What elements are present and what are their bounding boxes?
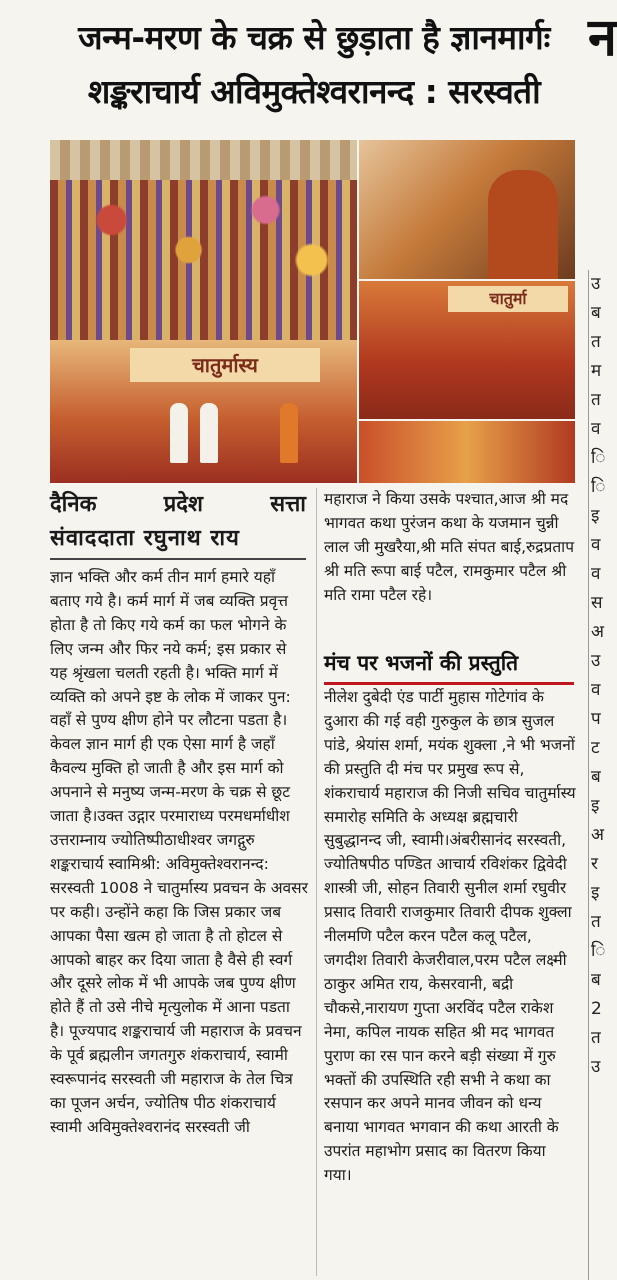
adjacent-column-char: ि: [591, 448, 606, 468]
adjacent-column-char: अ: [591, 825, 604, 845]
adjacent-column-char: उ: [591, 1057, 601, 1077]
adjacent-column-char: ट: [591, 738, 600, 758]
adjacent-column-char: त: [591, 390, 601, 410]
photo-puja: [358, 140, 575, 280]
photo-divider: [357, 140, 359, 483]
adjacent-column-char: व: [591, 535, 601, 555]
photo-banner-text: चातुर्मास्य: [130, 348, 320, 382]
adjacent-column-char: उ: [591, 651, 601, 671]
article-column-2-bottom: नीलेश दुबेदी एंड पार्टी मुहास गोटेगांव के दुआरा की गई वही गुरुकुल के छात्र सुजल पांडे, श्रेयांस शर्मा, मयंक शुक्ला ,ने भी भजनों की प्रस्तुति दी मंच पर प्रमुख रूप से, शंकराचार्य महाराज की निजी सचिव चातुर्मास्य समारोह समिति के अध्यक्ष ब्रह्मचारी सुबुद्धानन्द जी, स्वामी।अंबरीसानंद सरस्वती, ज्योतिषपीठ पण्डित आचार्य रविशंकर द्विवेदी शास्त्री जी, सोहन तिवारी सुनील शर्मा रघुवीर प्रसाद तिवारी राजकुमार तिवारी दीपक शुक्ला नीलमणि पटैल करन पटैल कलू पटैल, जगदीश तिवारी केजरीवाल,परम पटैल लक्ष्मी ठाकुर अमित राय, केसरवानी, बद्री चौकसे,नारायण गुप्ता अरविंद पटैल राकेश नेमा, कपिल नायक सहित श्री मद भागवत पुराण का रस पान करने बड़ी संख्या में गुरु भक्तों की उपस्थिति रही सभी ने कथा का रसपान कर अपने मानव जीवन को धन्य बनाया भागवत भगवान की कथा आरती के उपरांत महाभोग प्रसाद का वितरण किया गया।: [324, 688, 576, 1185]
headline-line-1: जन्म-मरण के चक्र से छुड़ाता है ज्ञानमार्गः: [78, 18, 550, 57]
adjacent-column-char: त: [591, 332, 601, 352]
article-column-1: ज्ञान भक्ति और कर्म तीन मार्ग हमारे यहाँ बताए गये है। कर्म मार्ग में जब व्यक्ति प्रवृत्त होता है तो किए गये कर्म का फल भोगने के लिए जन्म और फिर नये कर्म; इस प्रकार से यह श्रृंखला चलती रहती है। भक्ति मार्ग में व्यक्ति को अपने इष्ट के लोक में जाकर पुन: वहाँ से पुण्य क्षीण होने पर लौटना पडता है। केवल ज्ञान मार्ग ही एक ऐसा मार्ग है जहाँ कैवल्य मुक्ति हो जाती है और इस मार्ग को अपनाने से मनुष्य जन्म-मरण के चक्र से छूट जाता है।उक्त उद्गार परमाराध्य परमधर्माधीश उत्तराम्नाय ज्योतिष्पीठाधीश्वर जगद्गुरु शङ्कराचार्य स्वामिश्री: अविमुक्तेश्वरानन्द: सरस्वती 1008 ने चातुर्मास्य प्रवचन के अवसर पर कही। उन्होंने कहा कि जिस प्रकार जब आपका पैसा खत्म हो जाता है तो होटल से आपको बाहर कर दिया जाता है वैसे ही स्वर्ग और दूसरे लोक में भी आपके जब पुण्य क्षीण होते हैं तो उसे नीचे मृत्युलोक में आना पडता है। पूज्यपाद शङ्कराचार्य जी महाराज के प्रवचन के पूर्व ब्रह्मलीन जगतगुरु शंकराचार्य, स्वामी स्वरूपानंद सरस्वती जी महाराज के तेल चित्र का पूजन अर्चन, ज्योतिष पीठ शंकराचार्य स्वामी अविमुक्तेश्वरानंद सरस्वती जी: [50, 568, 308, 1136]
publication-name: [50, 488, 306, 522]
reporter-byline: संवाददाता रघुनाथ राय: [50, 522, 306, 560]
publication-word: प्रदेश: [163, 492, 203, 517]
photo-dais: [358, 280, 575, 420]
adjacent-column-char: ब: [591, 970, 601, 990]
adjacent-column-char: ि: [591, 477, 606, 497]
adjacent-column-char: 2: [591, 999, 602, 1019]
adjacent-column-char: त: [591, 1028, 601, 1048]
adjacent-column-char: स: [591, 593, 603, 613]
adjacent-column-char: ब: [591, 303, 601, 323]
adjacent-article-headline-fragment: न: [588, 8, 617, 68]
photo-lamps: [358, 420, 575, 483]
photo-figure: [170, 403, 188, 463]
photo-figure: [200, 403, 218, 463]
adjacent-column-char: म: [591, 361, 602, 381]
adjacent-column-char: इ: [591, 883, 600, 903]
photo-stage: [50, 340, 358, 483]
adjacent-column-char: इ: [591, 796, 600, 816]
adjacent-column-char: व: [591, 419, 601, 439]
article-column-2-top: महाराज ने किया उसके पश्चात,आज श्री मद भागवत कथा पुरंजन कथा के यजमान चुन्नी लाल जी मुखरैया,श्री मति संपत बाई,रुद्रप्रताप श्री मति रूपा बाई पटैल, रामकुमार पटैल श्री मति रामा पटैल रहे।: [324, 490, 575, 604]
adjacent-column-char: त: [591, 912, 601, 932]
photo-audience: [50, 140, 358, 340]
adjacent-column-char: र: [591, 854, 598, 874]
adjacent-column-char: अ: [591, 622, 604, 642]
photo-banner-text-2: चातुर्मा: [448, 286, 568, 312]
adjacent-column-char: प: [591, 709, 601, 729]
column-divider: [316, 488, 317, 1276]
publication-word: दैनिक: [50, 492, 97, 517]
adjacent-column-char: ि: [591, 941, 606, 961]
adjacent-column-char: व: [591, 564, 601, 584]
photo-divider: [358, 419, 575, 421]
photo-divider: [358, 279, 575, 281]
photo-figure: [280, 403, 298, 463]
event-photo-collage: [50, 140, 575, 483]
adjacent-column-char: उ: [591, 274, 601, 294]
adjacent-article-column-fragment: [588, 270, 606, 1280]
headline: [44, 14, 584, 116]
headline-line-2: शङ्कराचार्य अविमुक्तेश्वरानन्द : सरस्वती: [87, 72, 541, 111]
adjacent-column-char: इ: [591, 506, 600, 526]
adjacent-column-char: व: [591, 680, 601, 700]
photo-figure: [488, 170, 558, 280]
section-subheading: मंच पर भजनों की प्रस्तुति: [324, 646, 574, 685]
adjacent-column-char: ब: [591, 767, 601, 787]
publication-word: सत्ता: [270, 492, 306, 517]
